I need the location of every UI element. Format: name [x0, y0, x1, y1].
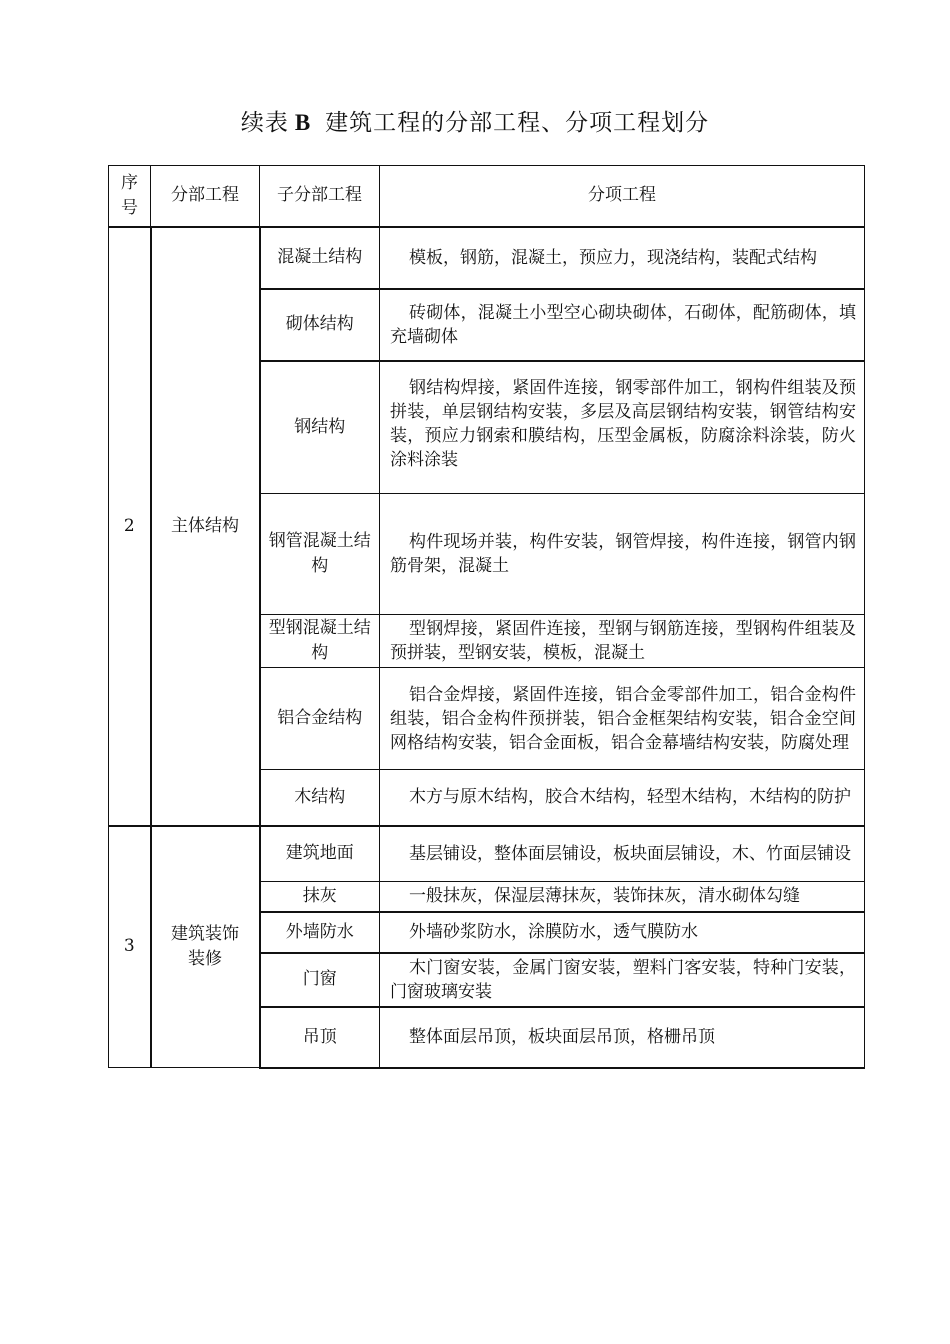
page-title — [0, 104, 950, 137]
subdivision-cell: 型钢混凝土结构 — [260, 615, 380, 668]
header-subdivision: 子分部工程 — [260, 166, 380, 227]
title-prefix: 续表 — [240, 110, 289, 136]
items-cell: 木方与原木结构，胶合木结构，轻型木结构，木结构的防护 — [380, 770, 865, 826]
table-row — [109, 227, 865, 289]
group-index: 3 — [109, 826, 151, 1068]
items-cell: 基层铺设，整体面层铺设，板块面层铺设，木、竹面层铺设 — [380, 826, 865, 882]
subdivision-cell: 木结构 — [260, 770, 380, 826]
items-cell: 型钢焊接，紧固件连接，型钢与钢筋连接，型钢构件组装及预拼装，型钢安装，模板，混凝土 — [380, 615, 865, 668]
items-cell: 铝合金焊接，紧固件连接，铝合金零部件加工，铝合金构件组装，铝合金构件预拼装，铝合金框架结构安装，铝合金空间网格结构安装，铝合金面板，铝合金幕墙结构安装，防腐处理 — [380, 668, 865, 770]
division-table — [108, 165, 865, 1069]
subdivision-cell: 混凝土结构 — [260, 227, 380, 289]
group-index: 2 — [109, 227, 151, 826]
items-cell: 整体面层吊顶，板块面层吊顶，格栅吊顶 — [380, 1007, 865, 1068]
subdivision-cell: 外墙防水 — [260, 912, 380, 953]
items-cell: 砖砌体，混凝土小型空心砌块砌体，石砌体，配筋砌体，填充墙砌体 — [380, 289, 865, 361]
items-cell: 模板，钢筋，混凝土，预应力，现浇结构，装配式结构 — [380, 227, 865, 289]
items-cell: 钢结构焊接，紧固件连接，钢零部件加工，钢构件组装及预拼装，单层钢结构安装，多层及高层钢结构安装，钢管结构安装，预应力钢索和膜结构，压型金属板，防腐涂料涂装，防火涂料涂装 — [380, 361, 865, 494]
header-division: 分部工程 — [151, 166, 260, 227]
subdivision-cell: 钢管混凝土结构 — [260, 494, 380, 615]
header-index: 序号 — [109, 166, 151, 227]
subdivision-cell: 吊顶 — [260, 1007, 380, 1068]
title-label: B — [294, 110, 312, 135]
subdivision-cell: 抹灰 — [260, 882, 380, 912]
subdivision-cell: 建筑地面 — [260, 826, 380, 882]
title-text: 建筑工程的分部工程、分项工程划分 — [325, 110, 710, 136]
subdivision-cell: 钢结构 — [260, 361, 380, 494]
subdivision-cell: 砌体结构 — [260, 289, 380, 361]
table-row — [109, 826, 865, 882]
subdivision-cell: 门窗 — [260, 953, 380, 1007]
table-header-row — [109, 166, 865, 227]
items-cell: 构件现场并装，构件安装，钢管焊接，构件连接，钢管内钢筋骨架，混凝土 — [380, 494, 865, 615]
group-division: 建筑装饰装修 — [151, 826, 260, 1068]
items-cell: 木门窗安装，金属门窗安装，塑料门客安装，特种门安装，门窗玻璃安装 — [380, 953, 865, 1007]
items-cell: 外墙砂浆防水，涂膜防水，透气膜防水 — [380, 912, 865, 953]
group-division: 主体结构 — [151, 227, 260, 826]
subdivision-cell: 铝合金结构 — [260, 668, 380, 770]
items-cell: 一般抹灰，保湿层薄抹灰，装饰抹灰，清水砌体勾缝 — [380, 882, 865, 912]
header-items: 分项工程 — [380, 166, 865, 227]
